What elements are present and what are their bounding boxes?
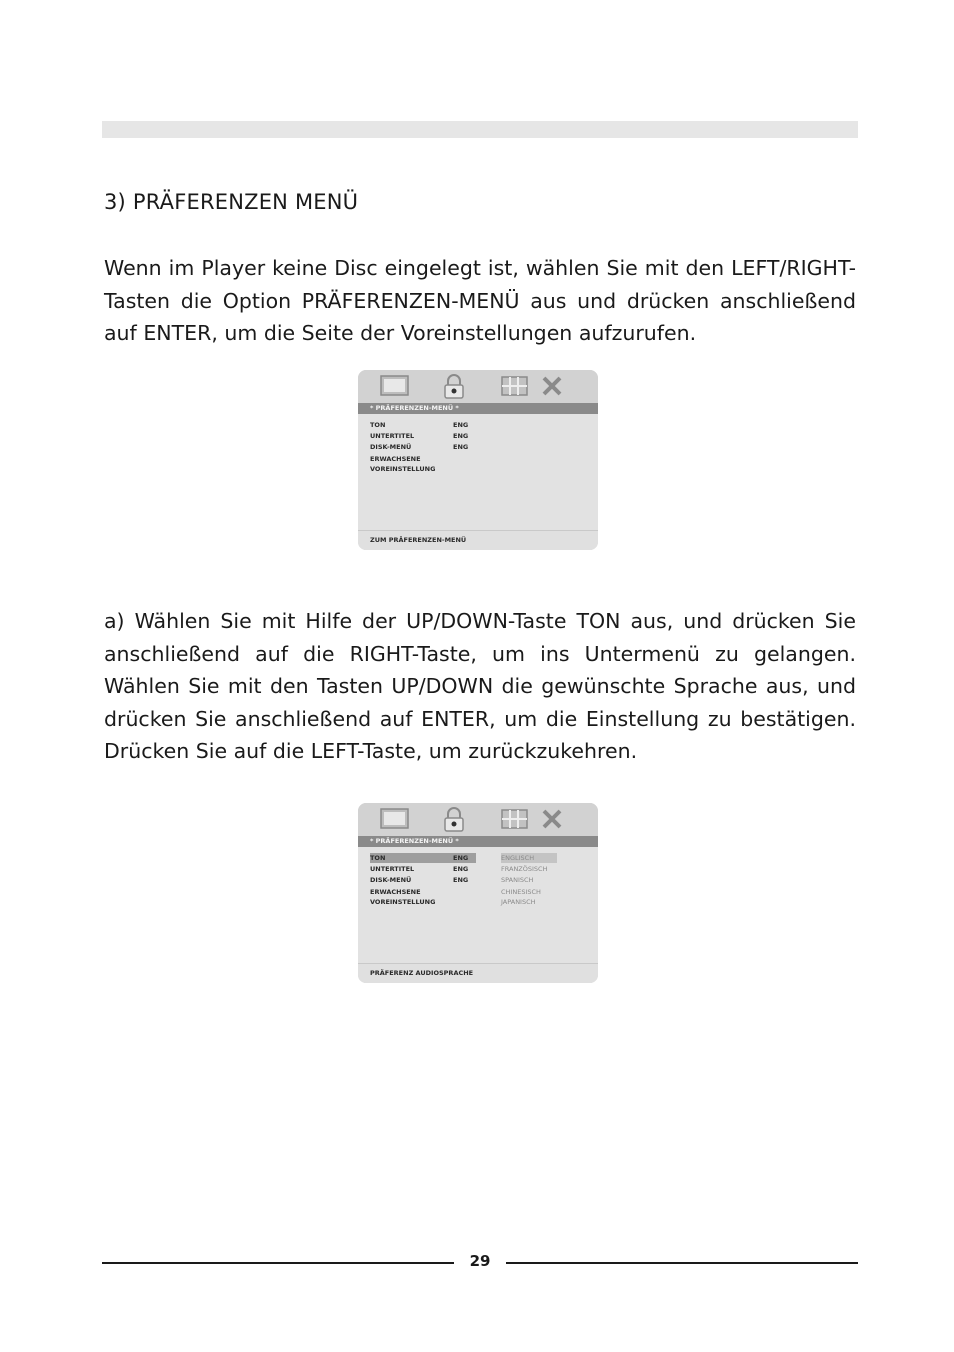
osd-menu-body <box>358 414 598 530</box>
osd-icon-row <box>358 803 598 836</box>
page-number: 29 <box>469 1252 491 1270</box>
grid-icon <box>500 807 530 831</box>
menu-value-ton: ENG <box>453 421 469 429</box>
paragraph-ton-end: auf die LEFT-Taste, um zurückzukehren. <box>233 739 638 763</box>
menu-item-erwachsene: ERWACHSENE <box>370 888 421 896</box>
menu-value-untertitel: ENG <box>453 432 469 440</box>
osd-menu-title: * PRÄFERENZEN-MENÜ * <box>358 403 598 414</box>
osd-menu-body <box>358 847 598 963</box>
menu-item-untertitel: UNTERTITEL <box>370 432 415 440</box>
menu-item-ton: TON <box>370 421 386 429</box>
menu-item-untertitel: UNTERTITEL <box>370 865 415 873</box>
section-heading: 3) PRÄFERENZEN MENÜ <box>104 190 359 214</box>
menu-value-disk-menu: ENG <box>453 876 469 884</box>
osd-screenshot-preferences <box>358 370 598 550</box>
language-option-chinesisch: CHINESISCH <box>501 888 541 896</box>
language-option-franzoesisch: FRANZÖSISCH <box>501 865 548 873</box>
menu-item-voreinstellung: VOREINSTELLUNG <box>370 465 436 473</box>
close-icon <box>540 807 564 831</box>
paragraph-intro-text: Wenn im Player keine Disc eingelegt ist, wählen Sie mit den LEFT/RIGHT-Tasten die Option PRÄFERENZEN-MENÜ aus und drücken anschließend auf <box>104 256 856 345</box>
osd-menu-title: * PRÄFERENZEN-MENÜ * <box>358 836 598 847</box>
paragraph-ton-text: a) Wählen Sie mit Hilfe der UP/DOWN-Taste TON aus, und drücken Sie anschließend auf die RIGHT-Taste, um ins Untermenü zu gelangen. Wählen Sie mit den Tasten UP/DOWN die gewünschte Sprache aus, und drücken Sie anschließend auf ENTER, um die Einstellung zu bestätigen. Drücken Sie <box>104 609 856 763</box>
lock-icon <box>442 374 466 400</box>
footer-rule-right <box>506 1262 858 1264</box>
lock-icon <box>442 807 466 833</box>
paragraph-ton <box>104 605 856 768</box>
menu-value-disk-menu: ENG <box>453 443 469 451</box>
osd-screenshot-audio-language <box>358 803 598 983</box>
picture-icon <box>380 374 410 398</box>
menu-item-disk-menu: DISK-MENÜ <box>370 876 412 884</box>
osd-footer-hint: PRÄFERENZ AUDIOSPRACHE <box>358 963 598 983</box>
menu-item-disk-menu: DISK-MENÜ <box>370 443 412 451</box>
menu-item-erwachsene: ERWACHSENE <box>370 455 421 463</box>
menu-item-ton: TON <box>370 853 476 863</box>
paragraph-intro-end: ENTER, um die Seite der Voreinstellungen aufzurufen. <box>143 321 697 345</box>
picture-icon <box>380 807 410 831</box>
paragraph-intro <box>104 252 856 350</box>
language-option-englisch: ENGLISCH <box>501 853 557 863</box>
header-bar <box>102 121 858 138</box>
menu-item-voreinstellung: VOREINSTELLUNG <box>370 898 436 906</box>
osd-footer-hint: ZUM PRÄFERENZEN-MENÜ <box>358 530 598 550</box>
osd-icon-row <box>358 370 598 403</box>
language-option-japanisch: JAPANISCH <box>501 898 536 906</box>
menu-value-untertitel: ENG <box>453 865 469 873</box>
close-icon <box>540 374 564 398</box>
footer-rule-left <box>102 1262 454 1264</box>
language-option-spanisch: SPANISCH <box>501 876 534 884</box>
menu-value-ton: ENG <box>453 854 469 862</box>
grid-icon <box>500 374 530 398</box>
